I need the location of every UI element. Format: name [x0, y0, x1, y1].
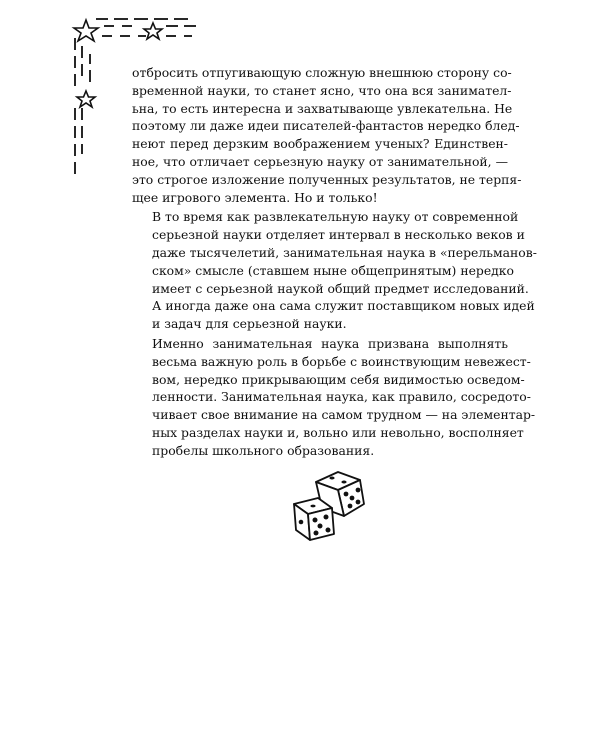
- text-line: неют перед дерзким воображением ученых? Единствен-: [132, 136, 508, 152]
- text-line: весьма важную роль в борьбе с воинствующим невежест-: [152, 353, 531, 369]
- text-line: имеет с серьезной наукой общий предмет исследований.: [152, 280, 529, 296]
- text-line: отбросить отпугивающую сложную внешнюю сторону со-: [132, 65, 512, 80]
- text-line: серьезной науки отделяет интервал в несколько веков и: [152, 227, 525, 243]
- text-line: ленности. Занимательная наука, как правило, сосредото-: [152, 389, 531, 405]
- text-line: ском» смысле (ставшем ныне общепринятым) нередко: [152, 262, 515, 278]
- paragraph-3: [132, 335, 536, 460]
- text-line: Именно занимательная наука призвана выполнять: [152, 335, 508, 351]
- text-line: это строгое изложение полученных результатов, не терпя-: [132, 171, 522, 187]
- paragraph-2: [132, 208, 537, 333]
- text-line: щее игрового элемента. Но и только!: [132, 189, 378, 205]
- text-line: ное, что отличает серьезную науку от занимательной, —: [132, 153, 508, 169]
- text-line: и задач для серьезной науки.: [152, 316, 347, 332]
- text-line: ьна, то есть интересна и захватывающе увлекательна. Не: [132, 100, 513, 116]
- text-line: временной науки, то станет ясно, что она вся занимател-: [132, 82, 512, 98]
- text-line: пробелы школьного образования.: [152, 442, 375, 458]
- text-line: чивает свое внимание на самом трудном — на элементар-: [152, 407, 536, 423]
- text-line: вом, нередко прикрывающим себя видимостью осведом-: [152, 371, 525, 387]
- text-line: ных разделах науки и, вольно или невольно, восполняет: [152, 424, 524, 440]
- article-text: [132, 64, 537, 460]
- text-line: В то время как развлекательную науку от современной: [152, 209, 519, 225]
- text-line: даже тысячелетий, занимательная наука в «перельманов-: [152, 244, 537, 260]
- paragraph-1: [132, 64, 522, 206]
- dice-icon: [288, 468, 372, 546]
- text-line: А иногда даже она сама служит поставщиком новых идей: [152, 298, 535, 314]
- text-line: поэтому ли даже идеи писателей-фантастов нередко блед-: [132, 118, 520, 134]
